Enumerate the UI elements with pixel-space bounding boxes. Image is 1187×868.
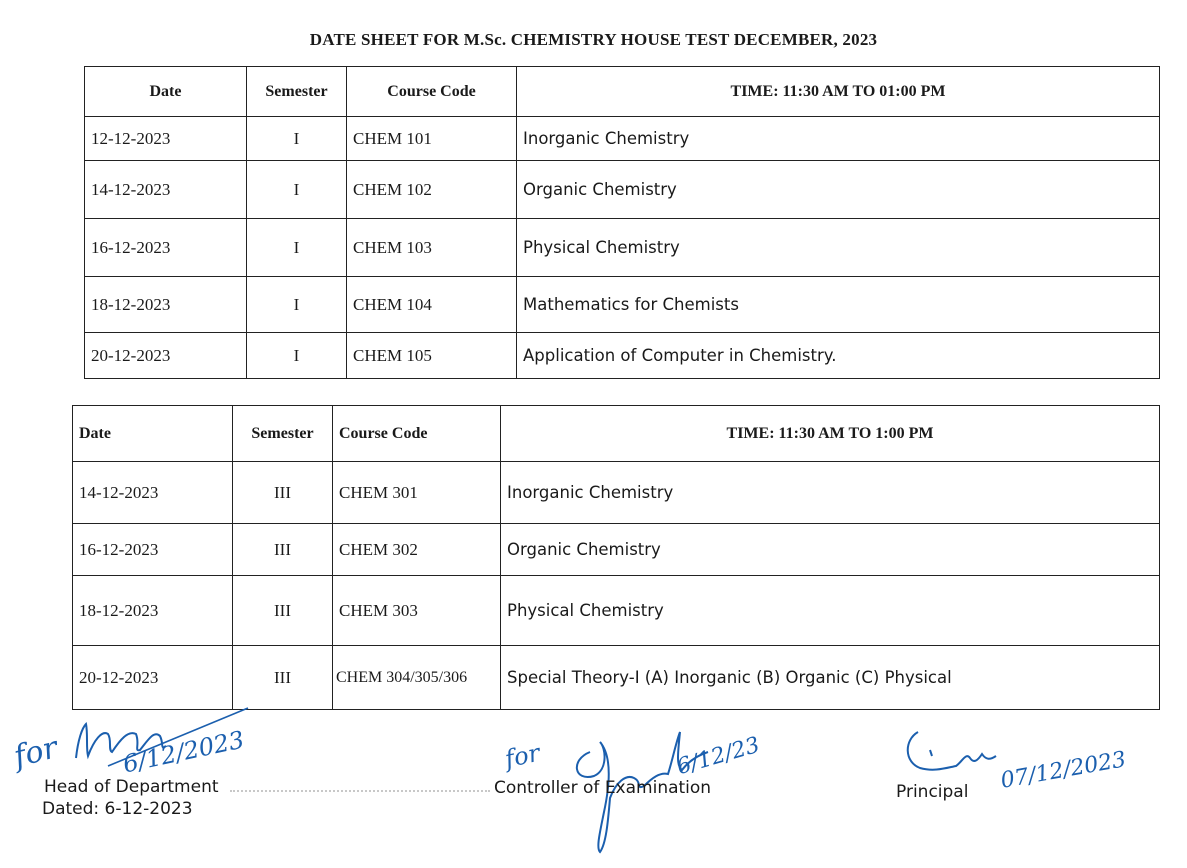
row-subject: Organic Chemistry [517,161,1160,219]
row-course-code: CHEM 102 [347,161,517,219]
header-time: TIME: 11:30 AM TO 1:00 PM [501,406,1160,462]
table-header-row [85,67,1160,117]
row-subject: Inorganic Chemistry [501,462,1160,524]
row-date: 20-12-2023 [85,333,247,379]
header-course-code: Course Code [333,406,501,462]
table-row [85,117,1160,161]
row-subject: Organic Chemistry [501,524,1160,576]
principal-signature-scribble [900,722,1010,782]
header-semester: Semester [233,406,333,462]
table-row [73,524,1160,576]
row-course-code: CHEM 303 [333,576,501,646]
table-row [85,333,1160,379]
principal-handwriting-date: 07/12/2023 [998,747,1129,794]
page-title: DATE SHEET FOR M.Sc. CHEMISTRY HOUSE TEST DECEMBER, 2023 [309,30,878,49]
row-subject: Application of Computer in Chemistry. [517,333,1160,379]
row-subject: Special Theory-I (A) Inorganic (B) Organic (C) Physical [501,646,1160,710]
row-course-code: CHEM 103 [347,219,517,277]
row-date: 12-12-2023 [85,117,247,161]
row-subject: Physical Chemistry [501,576,1160,646]
row-course-code: CHEM 304/305/306 [333,646,501,710]
row-course-code: CHEM 302 [333,524,501,576]
semester-3-table [72,405,1160,710]
row-date: 20-12-2023 [73,646,233,710]
table-row [85,161,1160,219]
row-course-code: CHEM 101 [347,117,517,161]
header-date: Date [85,67,247,117]
row-subject: Mathematics for Chemists [517,277,1160,333]
table-row [73,576,1160,646]
header-date: Date [73,406,233,462]
row-date: 16-12-2023 [85,219,247,277]
header-course-code: Course Code [347,67,517,117]
table-row [73,462,1160,524]
row-date: 14-12-2023 [73,462,233,524]
row-subject: Inorganic Chemistry [517,117,1160,161]
row-date: 18-12-2023 [85,277,247,333]
controller-handwriting-date: 6/12/23 [674,732,763,781]
row-semester: III [233,524,333,576]
table-row [85,219,1160,277]
row-semester: III [233,462,333,524]
row-semester: III [233,576,333,646]
table-row [85,277,1160,333]
dated-label: Dated: 6-12-2023 [42,799,193,819]
row-semester: I [247,333,347,379]
head-of-department-label: Head of Department [44,777,219,797]
row-course-code: CHEM 105 [347,333,517,379]
controller-handwriting-for: for [502,738,543,774]
row-date: 16-12-2023 [73,524,233,576]
row-semester: I [247,219,347,277]
row-semester: I [247,277,347,333]
row-semester: I [247,117,347,161]
row-course-code: CHEM 104 [347,277,517,333]
hod-handwriting-date: 6/12/2023 [120,725,247,779]
row-semester: I [247,161,347,219]
semester-1-table [84,66,1160,379]
row-course-code: CHEM 301 [333,462,501,524]
table-header-row [73,406,1160,462]
header-semester: Semester [247,67,347,117]
row-subject: Physical Chemistry [517,219,1160,277]
signature-dotted-line [230,780,490,792]
header-time: TIME: 11:30 AM TO 01:00 PM [517,67,1160,117]
principal-label: Principal [896,782,969,802]
row-semester: III [233,646,333,710]
row-date: 18-12-2023 [73,576,233,646]
hod-handwriting-for: for [10,730,62,775]
row-date: 14-12-2023 [85,161,247,219]
controller-of-examination-label: Controller of Examination [494,778,712,798]
